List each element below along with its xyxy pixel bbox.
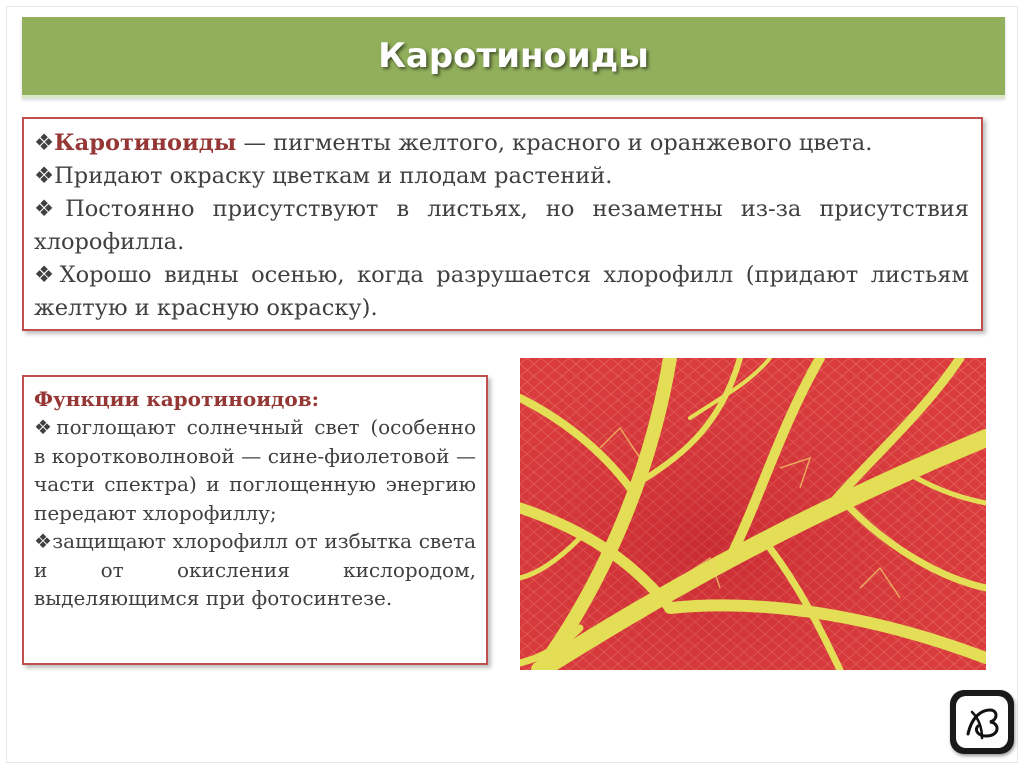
diamond-bullet-icon: ❖: [34, 196, 66, 222]
function-text: поглощают солнечный свет (особенно в коротковолновой — сине-фиолетовой — части спектра) и поглощенную энергию передают хлорофиллу;: [34, 415, 476, 525]
description-paragraph-4: [34, 259, 969, 325]
paragraph-text: — пигменты желтого, красного и оранжевого цвета.: [236, 130, 873, 156]
diamond-bullet-icon: ❖: [34, 529, 53, 553]
paragraph-text: Придают окраску цветкам и плодам растений.: [54, 163, 613, 189]
function-text: защищают хлорофилл от избытка света и от окисления кислородом, выделяющимся при фотосинтезе.: [34, 529, 476, 610]
diamond-bullet-icon: ❖: [34, 163, 55, 189]
title-bar: [22, 17, 1005, 98]
autumn-leaf-image: [520, 358, 986, 670]
functions-heading: Функции каротиноидов:: [34, 387, 319, 411]
diamond-bullet-icon: ❖: [34, 130, 55, 156]
description-paragraph-1: [34, 127, 969, 160]
function-item-1: [34, 413, 476, 527]
description-paragraph-2: [34, 160, 969, 193]
slide-title: Каротиноиды: [378, 36, 649, 76]
paragraph-text: Хорошо видны осенью, когда разрушается хлорофилл (придают листьям желтую и красную окраску).: [34, 262, 970, 321]
paragraph-text: Постоянно присутствуют в листьях, но незаметны из-за присутствия хлорофилла.: [34, 196, 969, 255]
term-carotenoids: Каротиноиды: [54, 130, 237, 156]
logo-glyph: [956, 696, 1008, 748]
function-item-2: [34, 527, 476, 613]
description-paragraph-3: [34, 193, 969, 259]
diamond-bullet-icon: ❖: [34, 262, 60, 288]
description-box: [22, 117, 983, 331]
logo-inner: [956, 696, 1008, 748]
functions-box: [22, 375, 488, 665]
corner-logo-icon: [950, 690, 1014, 754]
leaf-illustration: [520, 358, 986, 670]
diamond-bullet-icon: ❖: [34, 415, 57, 439]
